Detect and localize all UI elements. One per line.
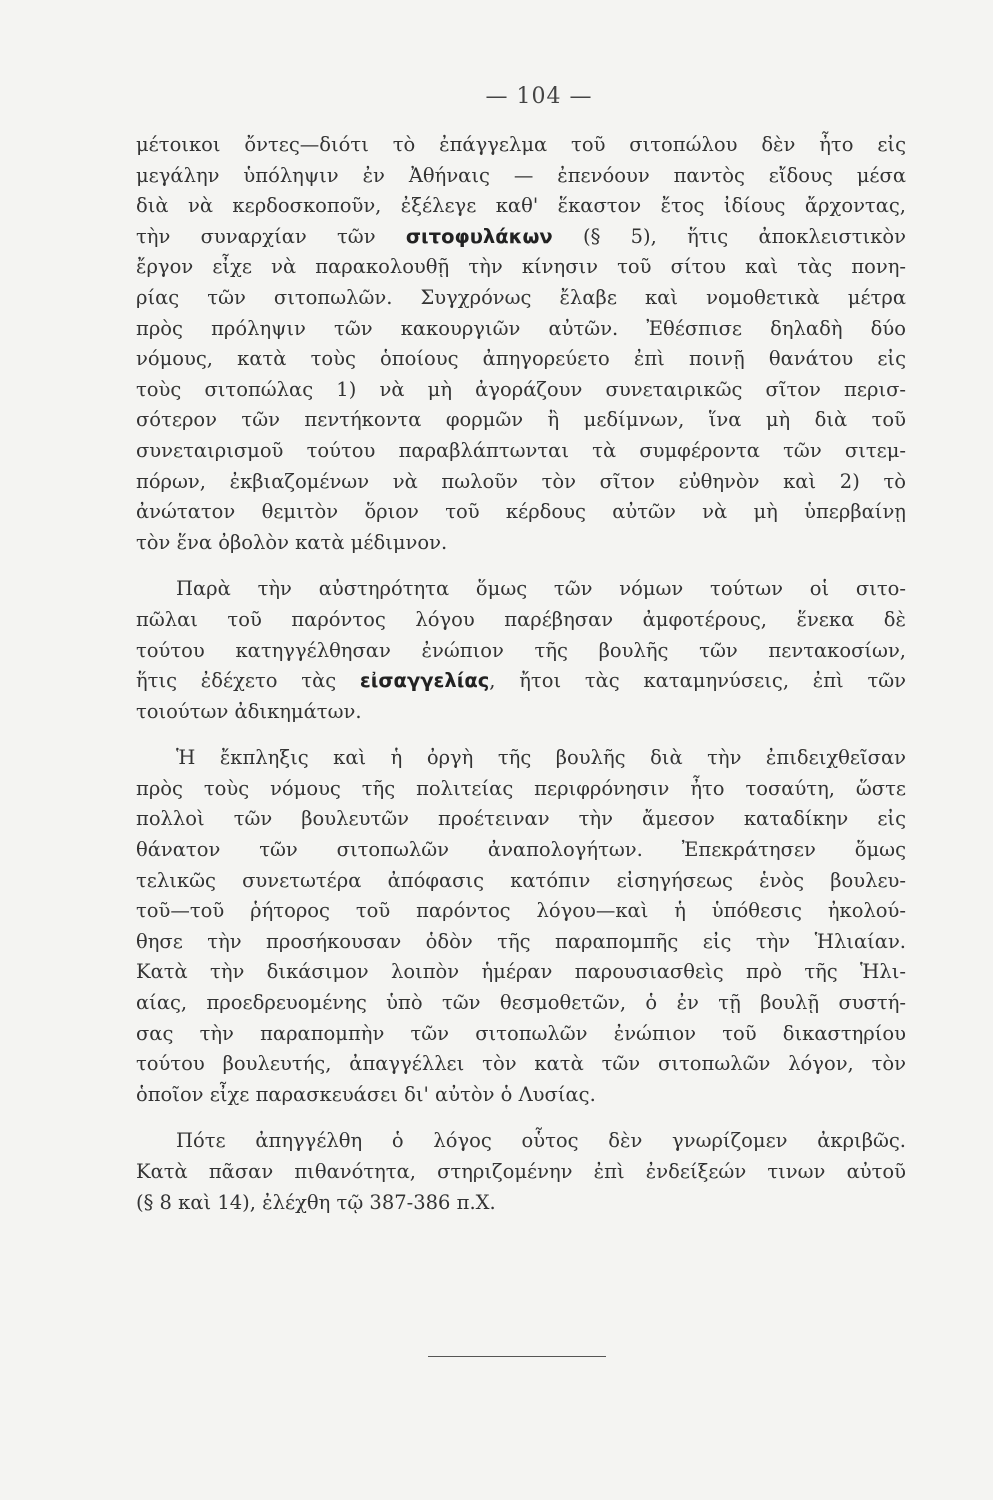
text-line: τοῦ—τοῦ ῥήτορος τοῦ παρόντος λόγου—καὶ ἡ ὑπόθεσις ἠκολού- [136, 899, 906, 923]
text-line: πολλοὶ τῶν βουλευτῶν προέτειναν τὴν ἄμεσον καταδίκην εἰς [136, 807, 906, 831]
text-line: ἥτις ἐδέχετο τὰς εἰσαγγελίας, ἤτοι τὰς καταμηνύσεις, ἐπὶ τῶν [136, 669, 906, 693]
text-line: Κατὰ πᾶσαν πιθανότητα, στηριζομένην ἐπὶ ἐνδείξεών τινων αὐτοῦ [136, 1160, 906, 1183]
text-line: θάνατον τῶν σιτοπωλῶν ἀναπολογήτων. Ἐπεκράτησεν ὅμως [136, 838, 906, 862]
paragraph-gap [136, 727, 906, 743]
text-line: πόρων, ἐκβιαζομένων νὰ πωλοῦν τὸν σῖτον εὐθηνὸν καὶ 2) τὸ [136, 469, 906, 493]
text-line: νόμους, κατὰ τοὺς ὁποίους ἀπηγορεύετο ἐπὶ ποινῇ θανάτου εἰς [136, 347, 906, 371]
paragraph [136, 574, 906, 727]
text-line: τούτου βουλευτής, ἀπαγγέλλει τὸν κατὰ τῶν σιτοπωλῶν λόγον, τὸν [136, 1052, 906, 1076]
paragraph-gap [136, 1110, 906, 1126]
paragraph-gap [136, 558, 906, 574]
emphasized-term: σιτοφυλάκων [405, 224, 553, 248]
text-line: τοιούτων ἀδικημάτων. [136, 699, 362, 723]
text-line: τὸν ἕνα ὀβολὸν κατὰ μέδιμνον. [136, 530, 448, 554]
text-line: ρίας τῶν σιτοπωλῶν. Συγχρόνως ἔλαβε καὶ νομοθετικὰ μέτρα [136, 285, 906, 309]
text-line: πῶλαι τοῦ παρόντος λόγου παρέβησαν ἀμφοτέρους, ἕνεκα δὲ [136, 607, 906, 631]
text-line: Ἡ ἔκπληξις καὶ ἡ ὀργὴ τῆς βουλῆς διὰ τὴν ἐπιδειχθεῖσαν [176, 746, 906, 770]
text-line: ὁποῖον εἶχε παρασκευάσει δι' αὐτὸν ὁ Λυσίας. [136, 1082, 596, 1106]
paragraph [136, 743, 906, 1110]
text-line: σότερον τῶν πεντήκοντα φορμῶν ἢ μεδίμνων, ἵνα μὴ διὰ τοῦ [136, 408, 906, 432]
end-rule [428, 1356, 606, 1357]
text-line: ἀνώτατον θεμιτὸν ὅριον τοῦ κέρδους αὐτῶν νὰ μὴ ὑπερβαίνῃ [136, 500, 906, 524]
text-line: Πότε ἀπηγγέλθη ὁ λόγος οὗτος δὲν γνωρίζομεν ἀκριβῶς. [176, 1129, 906, 1153]
text-line: διὰ νὰ κερδοσκοποῦν, ἐξέλεγε καθ' ἕκαστον ἔτος ἰδίους ἄρχοντας, [136, 194, 906, 218]
emphasized-term: εἰσαγγελίας [359, 669, 490, 693]
text-line: αίας, προεδρευομένης ὑπὸ τῶν θεσμοθετῶν, ὁ ἐν τῇ βουλῇ συστή- [136, 991, 906, 1015]
text-line: θησε τὴν προσήκουσαν ὁδὸν τῆς παραπομπῆς εἰς τὴν Ἡλιαίαν. [136, 929, 906, 953]
text-line: σας τὴν παραπομπὴν τῶν σιτοπωλῶν ἐνώπιον τοῦ δικαστηρίου [136, 1021, 906, 1045]
body-text [136, 130, 906, 1218]
text-line: πρὸς τοὺς νόμους τῆς πολιτείας περιφρόνησιν ἦτο τοσαύτη, ὥστε [136, 776, 906, 800]
paragraph [136, 1126, 906, 1218]
text-line: μέτοικοι ὄντες—διότι τὸ ἐπάγγελμα τοῦ σιτοπώλου δὲν ἦτο εἰς [136, 133, 906, 156]
text-line: ἔργον εἶχε νὰ παρακολουθῇ τὴν κίνησιν τοῦ σίτου καὶ τὰς πονη- [136, 255, 906, 279]
text-line: πρὸς πρόληψιν τῶν κακουργιῶν αὐτῶν. Ἐθέσπισε δηλαδὴ δύο [136, 316, 906, 340]
text-line: Κατὰ τὴν δικάσιμον λοιπὸν ἡμέραν παρουσιασθεὶς πρὸ τῆς Ἡλι- [136, 960, 906, 984]
text-line: τοὺς σιτοπώλας 1) νὰ μὴ ἀγοράζουν συνεταιρικῶς σῖτον περισ- [136, 377, 906, 401]
paragraph [136, 130, 906, 558]
text-line: τὴν συναρχίαν τῶν σιτοφυλάκων (§ 5), ἥτις ἀποκλειστικὸν [136, 224, 906, 248]
text-line: τούτου κατηγγέλθησαν ἐνώπιον τῆς βουλῆς τῶν πεντακοσίων, [136, 638, 906, 662]
text-line: τελικῶς συνετωτέρα ἀπόφασις κατόπιν εἰσηγήσεως ἑνὸς βουλευ- [136, 868, 906, 892]
text-line: Παρὰ τὴν αὐστηρότητα ὅμως τῶν νόμων τούτων οἱ σιτο- [176, 577, 906, 601]
text-line: συνεταιρισμοῦ τούτου παραβλάπτωνται τὰ συμφέροντα τῶν σιτεμ- [136, 438, 906, 462]
text-line: μεγάλην ὑπόληψιν ἐν Ἀθήναις — ἐπενόουν παντὸς εἴδους μέσα [136, 163, 906, 187]
page-number: — 104 — [485, 84, 593, 109]
text-line: (§ 8 καὶ 14), ἐλέχθη τῷ 387-386 π.Χ. [136, 1190, 496, 1214]
